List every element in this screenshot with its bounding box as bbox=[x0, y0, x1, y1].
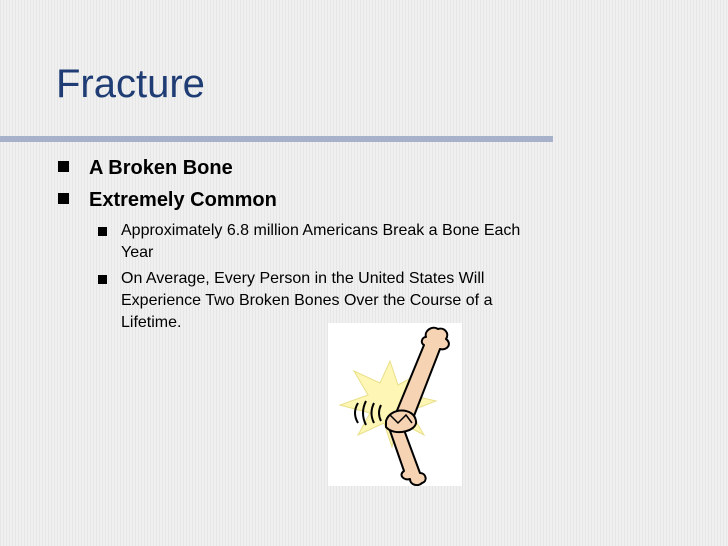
upper-bone-shape bbox=[396, 328, 449, 421]
sub-bullet-square-icon bbox=[98, 227, 107, 236]
broken-bone-icon bbox=[328, 323, 462, 486]
slide-title: Fracture bbox=[56, 62, 205, 106]
sub-bullet-line: Lifetime. bbox=[121, 314, 182, 331]
sub-bullet-square-icon bbox=[98, 275, 107, 284]
sub-bullet-text bbox=[121, 220, 641, 264]
bullet-text: Extremely Common bbox=[89, 189, 277, 211]
motion-line bbox=[355, 403, 358, 423]
sub-bullet-line: On Average, Every Person in the United States Will bbox=[121, 270, 485, 287]
sub-bullet-line: Year bbox=[121, 244, 154, 261]
sub-bullet-line: Experience Two Broken Bones Over the Course of a bbox=[121, 292, 493, 309]
bullet-square-icon bbox=[58, 193, 69, 204]
bullet-text: A Broken Bone bbox=[89, 157, 233, 179]
sub-bullet-line: Approximately 6.8 million Americans Break a Bone Each bbox=[121, 222, 521, 239]
bullet-square-icon bbox=[58, 161, 69, 172]
